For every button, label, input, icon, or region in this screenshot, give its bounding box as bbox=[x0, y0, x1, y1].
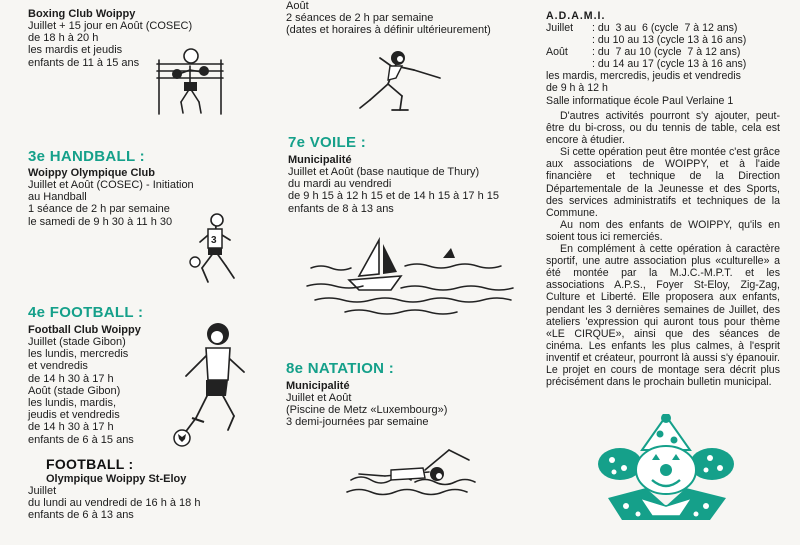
football2-heading: FOOTBALL : bbox=[46, 456, 134, 472]
voile-club-name: Municipalité bbox=[288, 154, 352, 166]
adami-line: Salle informatique école Paul Verlaine 1 bbox=[546, 94, 734, 107]
schedule-dates: : du 3 au 6 (cycle 7 à 12 ans) bbox=[592, 22, 738, 34]
boxing-line: de 18 h à 20 h bbox=[28, 32, 99, 45]
paragraph: Au nom des enfants de WOIPPY, qu'ils en soient tous ici remerciés. bbox=[546, 218, 780, 243]
football2-line: du lundi au vendredi de 16 h à 18 h bbox=[28, 497, 201, 510]
schedule-dates: : du 14 au 17 (cycle 13 à 16 ans) bbox=[592, 58, 747, 71]
natation-heading: 8e NATATION : bbox=[286, 360, 395, 377]
col2-top-line: 2 séances de 2 h par semaine bbox=[286, 12, 434, 25]
boxer-illustration bbox=[155, 44, 225, 116]
handball-line: le samedi de 9 h 30 à 11 h 30 bbox=[28, 215, 173, 228]
schedule-dates: : du 10 au 13 (cycle 13 à 16 ans) bbox=[592, 34, 747, 47]
football2-details bbox=[28, 485, 200, 522]
football-club-name: Football Club Woippy bbox=[28, 324, 141, 336]
football2-line: enfants de 6 à 13 ans bbox=[28, 509, 134, 522]
natation-club-name: Municipalité bbox=[286, 380, 350, 392]
voile-heading: 7e VOILE : bbox=[288, 134, 367, 151]
boxing-club-name: Boxing Club Woippy bbox=[28, 8, 136, 20]
football-line: Juillet (stade Gibon) bbox=[28, 336, 126, 348]
schedule-month: Août bbox=[546, 46, 568, 59]
sailboat-illustration bbox=[305, 236, 525, 316]
football2-line: Juillet bbox=[28, 485, 57, 497]
handball-details bbox=[28, 179, 194, 228]
handball-line: 1 séance de 2 h par semaine bbox=[28, 203, 170, 216]
football-line: les lundis, mardis, bbox=[28, 397, 117, 410]
football-line: de 14 h 30 à 17 h bbox=[28, 421, 114, 434]
voile-details bbox=[288, 166, 499, 215]
schedule-month bbox=[546, 58, 592, 70]
schedule-month: Juillet bbox=[546, 22, 574, 34]
paragraph: D'autres activités pourront s'y ajouter, peut-être du bi-cross, ou du tennis de table, cela est encore à étudier. bbox=[546, 110, 780, 147]
football-heading: 4e FOOTBALL : bbox=[28, 304, 144, 321]
swimmer-illustration bbox=[345, 440, 485, 502]
football2-club-name: Olympique Woippy St-Eloy bbox=[46, 473, 187, 485]
handball-club-name: Woippy Olympique Club bbox=[28, 167, 155, 179]
voile-line: Juillet et Août (base nautique de Thury) bbox=[288, 166, 480, 178]
clown-illustration bbox=[592, 414, 742, 526]
football-line: et vendredis bbox=[28, 360, 88, 373]
football-line: Août (stade Gibon) bbox=[28, 384, 121, 397]
schedule-dates: : du 7 au 10 (cycle 7 à 12 ans) bbox=[592, 46, 741, 59]
paragraph: Si cette opération peut être montée c'est grâce aux associations de WOIPPY, et à l'aide financière et technique de la Direction Départementale de la Jeunesse et des Sports, des services administratifs et techniques de la Commune. bbox=[546, 146, 780, 219]
voile-line: du mardi au vendredi bbox=[288, 178, 392, 191]
football-line: les lundis, mercredis bbox=[28, 348, 129, 361]
handball-line: au Handball bbox=[28, 191, 87, 204]
football-line: de 14 h 30 à 17 h bbox=[28, 372, 114, 385]
voile-line: enfants de 8 à 13 ans bbox=[288, 202, 394, 215]
schedule-row bbox=[546, 22, 746, 34]
adami-line: les mardis, mercredis, jeudis et vendredis bbox=[546, 70, 741, 83]
adami-line: de 9 h à 12 h bbox=[546, 82, 608, 95]
boxing-line: enfants de 11 à 15 ans bbox=[28, 56, 140, 69]
boxing-line: Juillet + 15 jour en Août (COSEC) bbox=[28, 20, 193, 32]
footballer-illustration bbox=[162, 318, 260, 448]
schedule-row bbox=[546, 58, 746, 70]
col2-top-line: Août bbox=[286, 0, 309, 12]
schedule-row bbox=[546, 46, 746, 58]
natation-line: 3 demi-journées par semaine bbox=[286, 416, 429, 429]
adami-title: A.D.A.M.I. bbox=[546, 10, 606, 22]
adami-paragraphs bbox=[546, 110, 780, 388]
football-line: jeudis et vendredis bbox=[28, 409, 120, 422]
col2-top-line: (dates et horaires à définir ultérieurement) bbox=[286, 24, 491, 37]
football-details bbox=[28, 336, 134, 446]
natation-line: Juillet et Août bbox=[286, 392, 352, 404]
schedule-month bbox=[546, 34, 592, 46]
handball-heading: 3e HANDBALL : bbox=[28, 148, 145, 165]
natation-details bbox=[286, 392, 447, 429]
natation-line: (Piscine de Metz «Luxembourg») bbox=[286, 404, 448, 417]
schedule-row bbox=[546, 34, 746, 46]
svg-text:3: 3 bbox=[211, 235, 217, 246]
col2-top-details bbox=[286, 0, 491, 37]
handball-player-illustration bbox=[186, 212, 242, 288]
football-line: enfants de 6 à 15 ans bbox=[28, 433, 134, 446]
voile-line: de 9 h 15 à 12 h 15 et de 14 h 15 à 17 h 15 bbox=[288, 190, 500, 203]
handball-line: Juillet et Août (COSEC) - Initiation bbox=[28, 179, 194, 191]
adami-schedule bbox=[546, 22, 746, 107]
paragraph: En complément à cette opération à caractère sportif, une autre association plus «culturelle» a été montée par la M.J.C.-M.P.T. et les associations A.P.S., Foyer St-Eloy, Zig-Zag, Culture et Liberté. Elle proposera aux enfants, pendant les 3 dernières semaines de Juillet, des ateliers 'expression qui auront tous pour thème «LE CIRQUE», ainsi que des séances de cinéma. Les enfants les plus calmes, à l'esprit inventif et créateur, pourront là aussi s'y épanouir. Le projet en cours de montage sera décrit plus précisément dans le prochain bulletin municipal. bbox=[546, 243, 780, 389]
boxing-line: les mardis et jeudis bbox=[28, 44, 123, 57]
fencer-illustration bbox=[356, 48, 442, 116]
